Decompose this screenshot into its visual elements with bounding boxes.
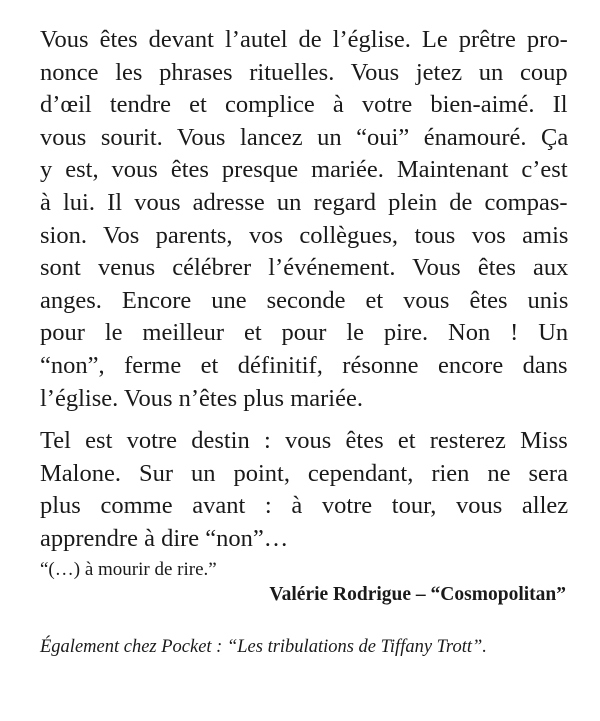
blurb-line: “non”, ferme et définitif, résonne encore dans xyxy=(40,351,568,379)
blurb-line: Vous êtes devant l’autel de l’église. Le prêtre pro- xyxy=(40,26,568,53)
back-cover-blurb xyxy=(40,24,568,556)
blurb-line: à lui. Il vous adresse un regard plein de compas- xyxy=(40,188,568,216)
blurb-line: l’église. Vous n’êtes plus mariée. xyxy=(40,384,363,412)
blurb-line: Malone. Sur un point, cependant, rien ne sera xyxy=(40,459,568,487)
also-available-note: Également chez Pocket : “Les tribulations de Tiffany Trott”. xyxy=(40,637,487,657)
review-attribution: Valérie Rodrigue – “Cosmopolitan” xyxy=(269,584,566,605)
blurb-paragraph-2 xyxy=(40,425,568,555)
blurb-line: nonce les phrases rituelles. Vous jetez un coup xyxy=(40,58,568,86)
review-quote: “(…) à mourir de rire.” xyxy=(40,559,217,580)
blurb-line: plus comme avant : à votre tour, vous allez xyxy=(40,492,569,520)
blurb-line: y est, vous êtes presque mariée. Maintenant c’est xyxy=(40,156,568,184)
blurb-paragraph-1 xyxy=(40,24,568,415)
blurb-line: d’œil tendre et complice à votre bien-aimé. Il xyxy=(40,91,568,119)
blurb-line: pour le meilleur et pour le pire. Non ! Un xyxy=(40,319,569,347)
blurb-line: sont venus célébrer l’événement. Vous êtes aux xyxy=(40,254,569,282)
blurb-line: apprendre à dire “non”… xyxy=(40,524,289,552)
blurb-line: vous sourit. Vous lancez un “oui” énamouré. Ça xyxy=(40,123,569,151)
blurb-line: sion. Vos parents, vos collègues, tous vos amis xyxy=(40,221,569,249)
blurb-line: anges. Encore une seconde et vous êtes unis xyxy=(40,286,569,314)
blurb-line: Tel est votre destin : vous êtes et resterez Miss xyxy=(40,427,568,455)
